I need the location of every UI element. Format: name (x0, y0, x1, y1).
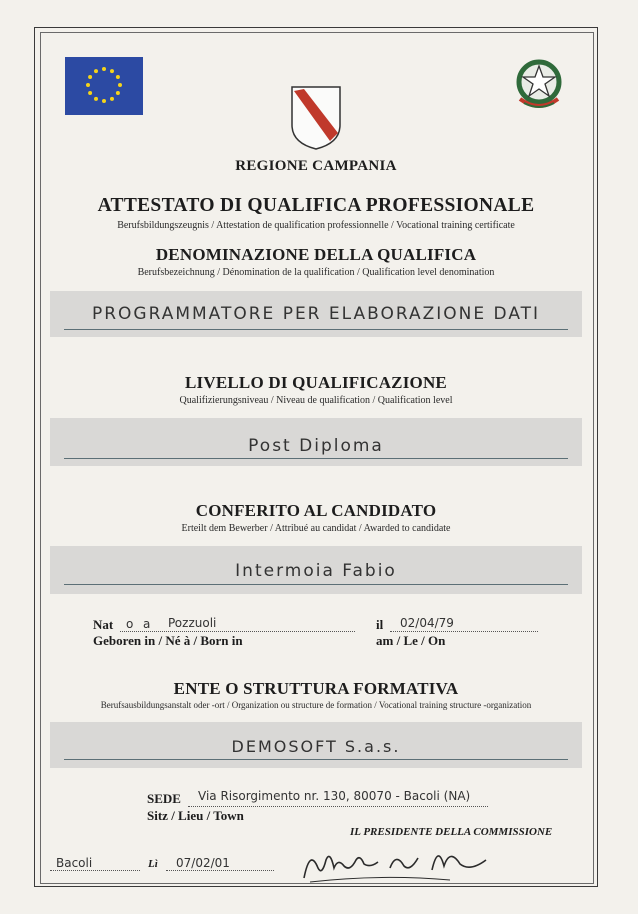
birth-nat-o: o (126, 617, 134, 631)
campania-crest-icon (290, 85, 342, 151)
italian-emblem-icon (512, 55, 566, 113)
region-name: REGIONE CAMPANIA (235, 158, 397, 174)
birth-date: 02/04/79 (400, 616, 454, 630)
institution-heading: ENTE O STRUTTURA FORMATIVA (173, 679, 459, 698)
certificate-title-translations: Berufsbildungszeugnis / Attestation de qualification professionnelle / Vocational training certificate (117, 220, 515, 231)
birth-place: Pozzuoli (168, 616, 217, 630)
institution-value: DEMOSOFT S.a.s. (231, 737, 401, 756)
institution-translations: Berufsausbildungsanstalt oder -ort / Organization ou structure de formation / Vocational training structure -organization (100, 700, 532, 710)
footer-place: Bacoli (56, 856, 93, 870)
qualification-underline (64, 329, 568, 330)
birth-il-label: il (376, 617, 384, 632)
birth-place-dots (120, 631, 355, 632)
level-heading: LIVELLO DI QUALIFICAZIONE (185, 373, 447, 392)
footer-place-dots (50, 870, 140, 871)
institution-underline (64, 759, 568, 760)
qualification-translations: Berufsbezeichnung / Dénomination de la qualification / Qualification level denomination (137, 267, 495, 278)
qualification-heading: DENOMINAZIONE DELLA QUALIFICA (155, 245, 477, 264)
level-value: Post Diploma (248, 436, 384, 456)
eu-flag-icon (65, 57, 143, 115)
seat-address: Via Risorgimento nr. 130, 80070 - Bacoli (NA) (198, 789, 471, 803)
institution-band (50, 722, 582, 768)
level-translations: Qualifizierungsniveau / Niveau de qualification / Qualification level (179, 395, 453, 406)
certificate-title: ATTESTATO DI QUALIFICA PROFESSIONALE (97, 195, 535, 216)
birth-nat-a: a (143, 617, 151, 631)
birth-born-label: Geboren in / Né à / Born in (93, 633, 243, 648)
president-label: IL PRESIDENTE DELLA COMMISSIONE (350, 826, 553, 838)
candidate-translations: Erteilt dem Bewerber / Attribué au candidat / Awarded to candidate (181, 523, 451, 534)
president-signature (300, 838, 500, 888)
candidate-band (50, 546, 582, 594)
seat-label: SEDE (147, 791, 181, 806)
birth-on-label: am / Le / On (376, 633, 446, 648)
candidate-underline (64, 584, 568, 585)
footer-date-dots (166, 870, 274, 871)
level-band (50, 418, 582, 466)
footer-li-label: Lì (148, 858, 158, 870)
footer-date: 07/02/01 (176, 856, 230, 870)
birth-nat-label: Nat (93, 617, 114, 632)
qualification-value: PROGRAMMATORE PER ELABORAZIONE DATI (91, 304, 541, 324)
candidate-name: Intermoia Fabio (235, 561, 397, 581)
seat-address-dots (188, 806, 488, 807)
level-underline (64, 458, 568, 459)
candidate-heading: CONFERITO AL CANDIDATO (195, 501, 437, 520)
seat-town-label: Sitz / Lieu / Town (147, 808, 244, 823)
qualification-band (50, 291, 582, 337)
birth-date-dots (390, 631, 538, 632)
